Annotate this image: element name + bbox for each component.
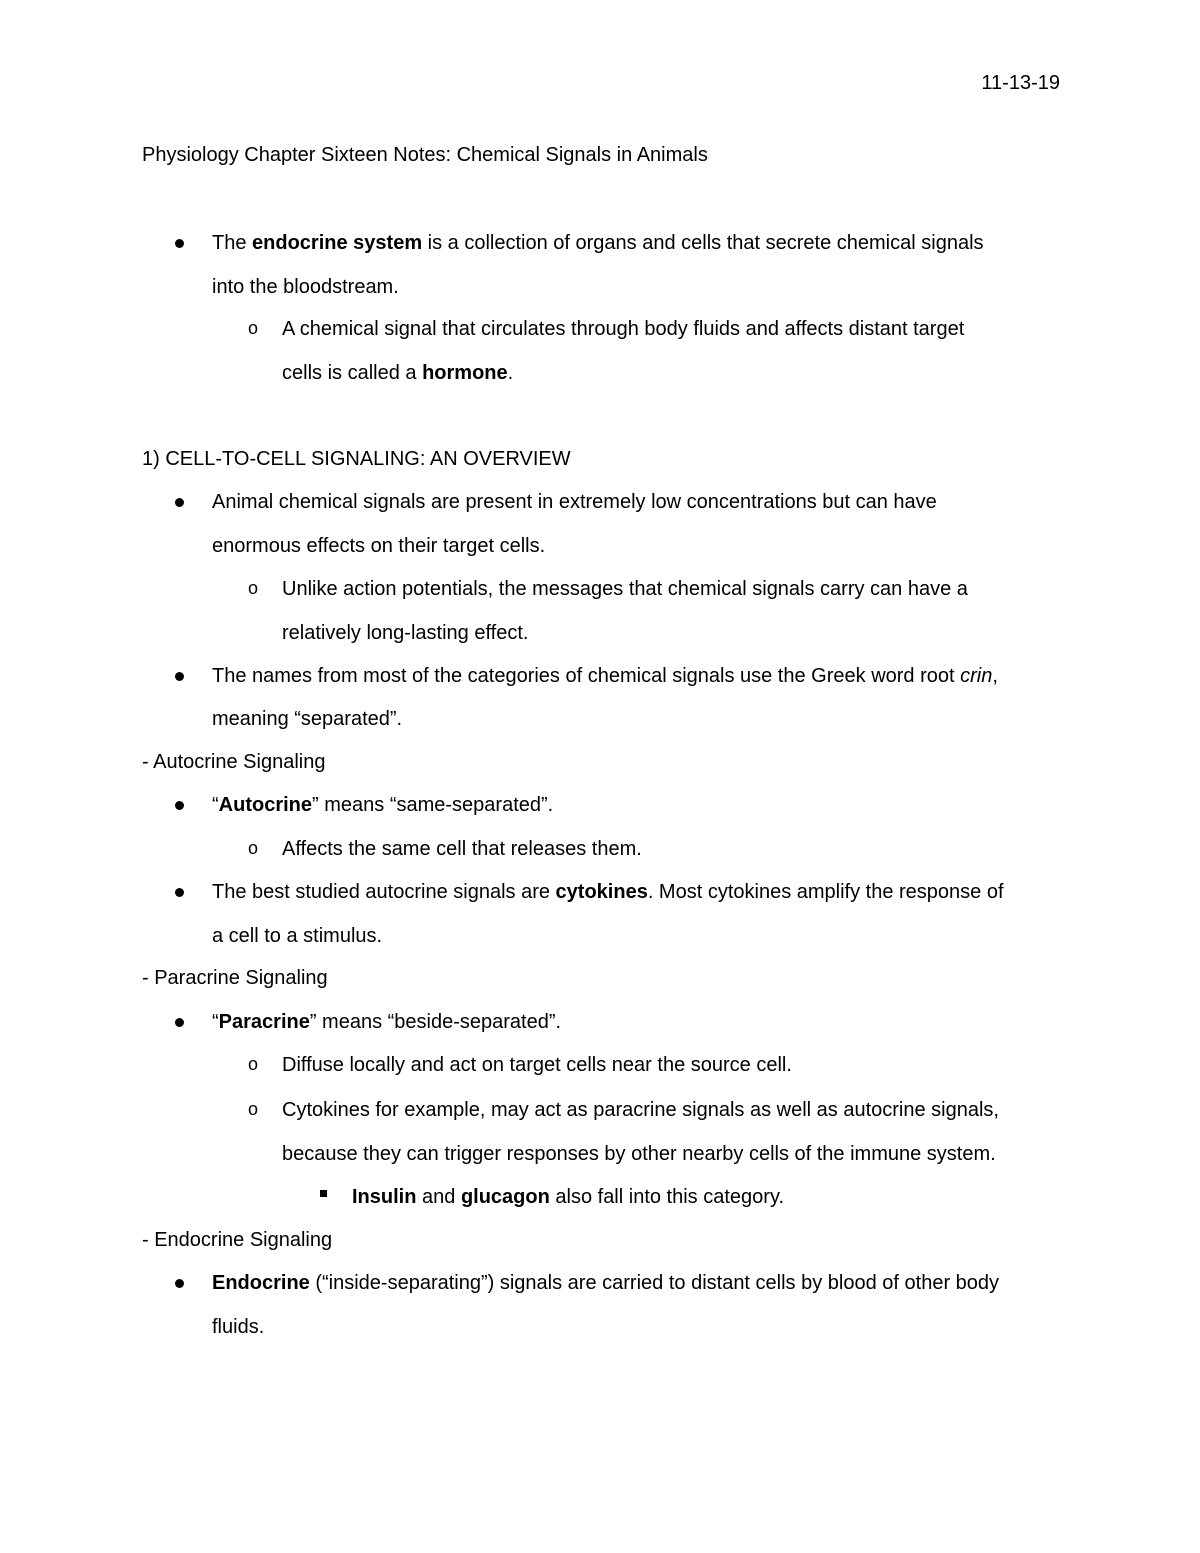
date: 11-13-19	[981, 72, 1060, 94]
bullet-text: “Paracrine” means “beside-separated”.	[212, 1011, 562, 1033]
bullet-text: Animal chemical signals are present in extremely low concentrations but can have	[212, 491, 937, 513]
bullet-text: Endocrine (“inside-separating”) signals are carried to distant cells by blood of other body	[212, 1272, 1000, 1294]
bullet-icon	[175, 1279, 184, 1288]
section-heading: 1) CELL-TO-CELL SIGNALING: AN OVERVIEW	[142, 448, 571, 470]
square-bullet-icon	[320, 1190, 327, 1197]
term-crin: crin	[960, 665, 993, 687]
bullet-text-continued: into the bloodstream.	[212, 276, 399, 298]
term-glucagon: glucagon	[460, 1186, 550, 1208]
bullet-text: “Autocrine” means “same-separated”.	[212, 794, 554, 816]
term-autocrine: Autocrine	[218, 794, 313, 816]
subsection-heading-paracrine: - Paracrine Signaling	[142, 967, 328, 989]
sub-bullet-text-continued: relatively long-lasting effect.	[282, 622, 529, 644]
term-paracrine: Paracrine	[218, 1011, 310, 1033]
bullet-icon	[175, 1018, 184, 1027]
sub-bullet-text: Cytokines for example, may act as paracrine signals as well as autocrine signals,	[282, 1099, 999, 1121]
bullet-text-continued: a cell to a stimulus.	[212, 925, 383, 947]
term-endocrine: Endocrine	[212, 1272, 310, 1294]
bullet-text-continued: enormous effects on their target cells.	[212, 535, 546, 557]
bullet-icon	[175, 672, 184, 681]
sub-bullet-text-continued: cells is called a hormone.	[282, 362, 514, 384]
bullet-text-continued: meaning “separated”.	[212, 708, 403, 730]
term-endocrine-system: endocrine system	[252, 232, 423, 254]
bullet-icon	[175, 239, 184, 248]
bullet-icon	[175, 801, 184, 810]
term-hormone: hormone	[422, 362, 508, 384]
subsection-heading-autocrine: - Autocrine Signaling	[142, 751, 326, 773]
circle-bullet-icon: o	[248, 838, 259, 858]
circle-bullet-icon: o	[248, 1054, 259, 1074]
circle-bullet-icon: o	[248, 1099, 259, 1119]
sub-bullet-text: Affects the same cell that releases them.	[282, 838, 642, 860]
sub-bullet-text: A chemical signal that circulates through body fluids and affects distant target	[282, 318, 965, 340]
page-title: Physiology Chapter Sixteen Notes: Chemical Signals in Animals	[142, 144, 708, 166]
tertiary-bullet-text: Insulin and glucagon also fall into this category.	[352, 1186, 785, 1208]
circle-bullet-icon: o	[248, 578, 259, 598]
term-insulin: Insulin	[352, 1186, 417, 1208]
sub-bullet-text-continued: because they can trigger responses by other nearby cells of the immune system.	[282, 1143, 996, 1165]
subsection-heading-endocrine: - Endocrine Signaling	[142, 1229, 333, 1251]
bullet-icon	[175, 498, 184, 507]
bullet-text: The best studied autocrine signals are cytokines. Most cytokines amplify the response of	[212, 881, 1004, 903]
sub-bullet-text: Unlike action potentials, the messages that chemical signals carry can have a	[282, 578, 968, 600]
bullet-text-continued: fluids.	[212, 1316, 265, 1338]
bullet-icon	[175, 888, 184, 897]
bullet-text: The names from most of the categories of chemical signals use the Greek word root crin,	[212, 665, 998, 687]
bullet-text: The endocrine system is a collection of organs and cells that secrete chemical signals	[212, 232, 984, 254]
term-cytokines: cytokines	[555, 881, 648, 903]
circle-bullet-icon: o	[248, 318, 259, 338]
sub-bullet-text: Diffuse locally and act on target cells near the source cell.	[282, 1054, 792, 1076]
